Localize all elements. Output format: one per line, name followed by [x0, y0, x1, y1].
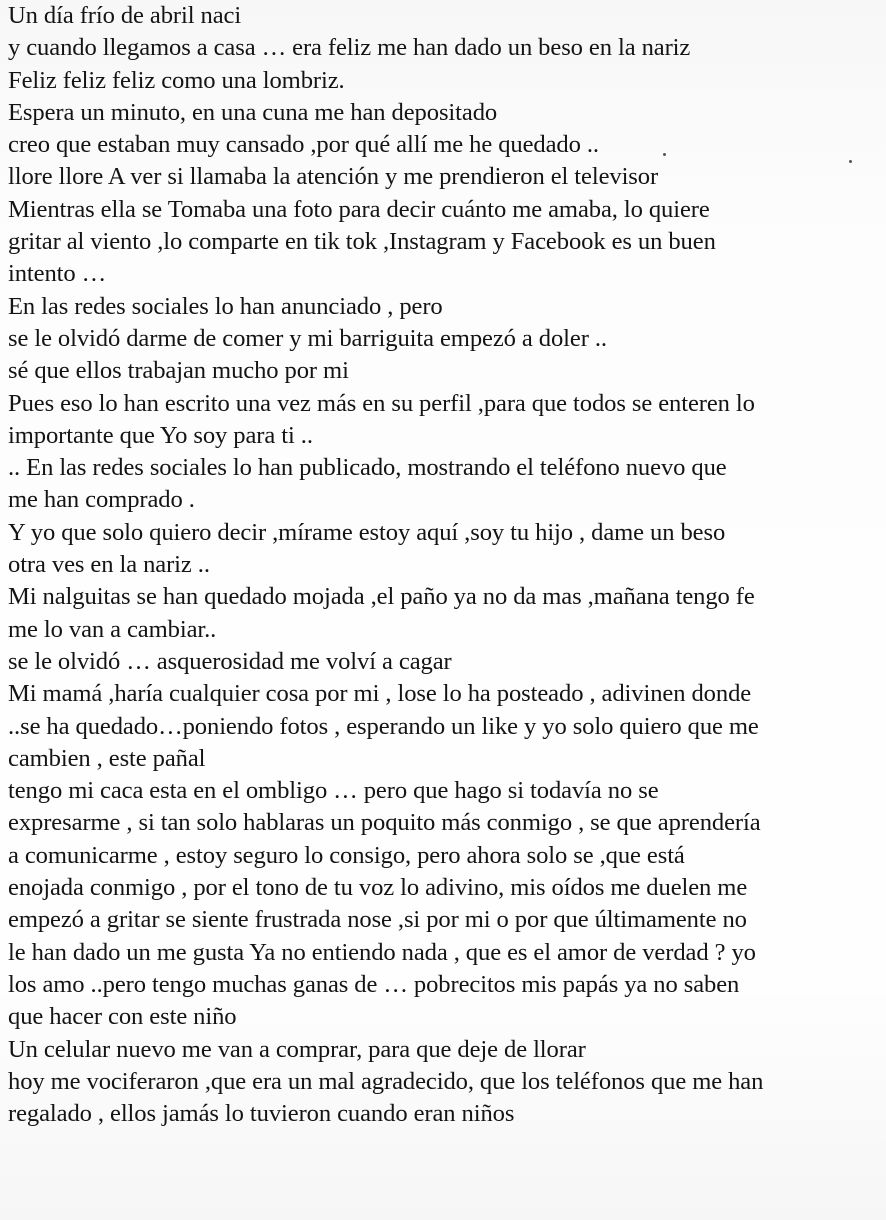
text-line: Un celular nuevo me van a comprar, para que deje de llorar — [8, 1035, 586, 1063]
text-line: se le olvidó … asquerosidad me volví a cagar — [8, 647, 452, 675]
text-line: En las redes sociales lo han anunciado , pero — [8, 292, 443, 320]
text-line: Mi mamá ,haría cualquier cosa por mi , lose lo ha posteado , adivinen donde — [8, 680, 752, 708]
text-line: tengo mi caca esta en el ombligo … pero que hago si todavía no se — [8, 777, 659, 805]
text-line: intento … — [8, 260, 107, 288]
text-line: importante que Yo soy para ti .. — [8, 421, 313, 449]
text-line: cambien , este pañal — [8, 744, 206, 772]
text-line: Pues eso lo han escrito una vez más en su perfil ,para que todos se enteren lo — [8, 389, 755, 417]
text-line: expresarme , si tan solo hablaras un poquito más conmigo , se que aprendería — [8, 809, 761, 837]
text-line: Un día frío de abril naci — [8, 2, 242, 29]
text-line: ..se ha quedado…poniendo fotos , esperando un like y yo solo quiero que me — [8, 712, 759, 740]
text-line: Y yo que solo quiero decir ,mírame estoy aquí ,soy tu hijo , dame un beso — [8, 518, 726, 546]
text-line: que hacer con este niño — [8, 1003, 237, 1031]
text-line: enojada conmigo , por el tono de tu voz lo adivino, mis oídos me duelen me — [8, 874, 748, 902]
text-line: .. En las redes sociales lo han publicado, mostrando el teléfono nuevo que — [8, 454, 727, 482]
text-line: y cuando llegamos a casa … era feliz me han dado un beso en la nariz — [8, 34, 691, 62]
text-line: a comunicarme , estoy seguro lo consigo, pero ahora solo se ,que está — [8, 841, 685, 869]
text-line: sé que ellos trabajan mucho por mi — [8, 357, 349, 385]
text-line: gritar al viento ,lo comparte en tik tok ,Instagram y Facebook es un buen — [8, 228, 716, 256]
text-line: regalado , ellos jamás lo tuvieron cuando eran niños — [8, 1100, 515, 1128]
scan-speck — [849, 160, 852, 163]
text-line: se le olvidó darme de comer y mi barriguita empezó a doler .. — [8, 324, 607, 352]
text-line: Espera un minuto, en una cuna me han depositado — [8, 98, 498, 126]
text-line: otra ves en la nariz .. — [8, 551, 210, 579]
poem-text — [8, 0, 884, 1130]
text-line: hoy me vociferaron ,que era un mal agradecido, que los teléfonos que me han — [8, 1067, 764, 1095]
scan-speck — [663, 153, 666, 156]
text-line: Mientras ella se Tomaba una foto para decir cuánto me amaba, lo quiere — [8, 195, 710, 223]
text-line: empezó a gritar se siente frustrada nose ,si por mi o por que últimamente no — [8, 906, 747, 934]
text-line: llore llore A ver si llamaba la atención y me prendieron el televisor — [8, 163, 659, 191]
text-line: me han comprado . — [8, 486, 195, 514]
text-line: creo que estaban muy cansado ,por qué allí me he quedado .. — [8, 131, 599, 159]
text-line: Feliz feliz feliz como una lombriz. — [8, 66, 345, 94]
text-line: Mi nalguitas se han quedado mojada ,el paño ya no da mas ,mañana tengo fe — [8, 583, 755, 611]
text-line: me lo van a cambiar.. — [8, 615, 217, 643]
text-line: le han dado un me gusta Ya no entiendo nada , que es el amor de verdad ? yo — [8, 938, 756, 966]
text-line: los amo ..pero tengo muchas ganas de … pobrecitos mis papás ya no saben — [8, 970, 740, 998]
